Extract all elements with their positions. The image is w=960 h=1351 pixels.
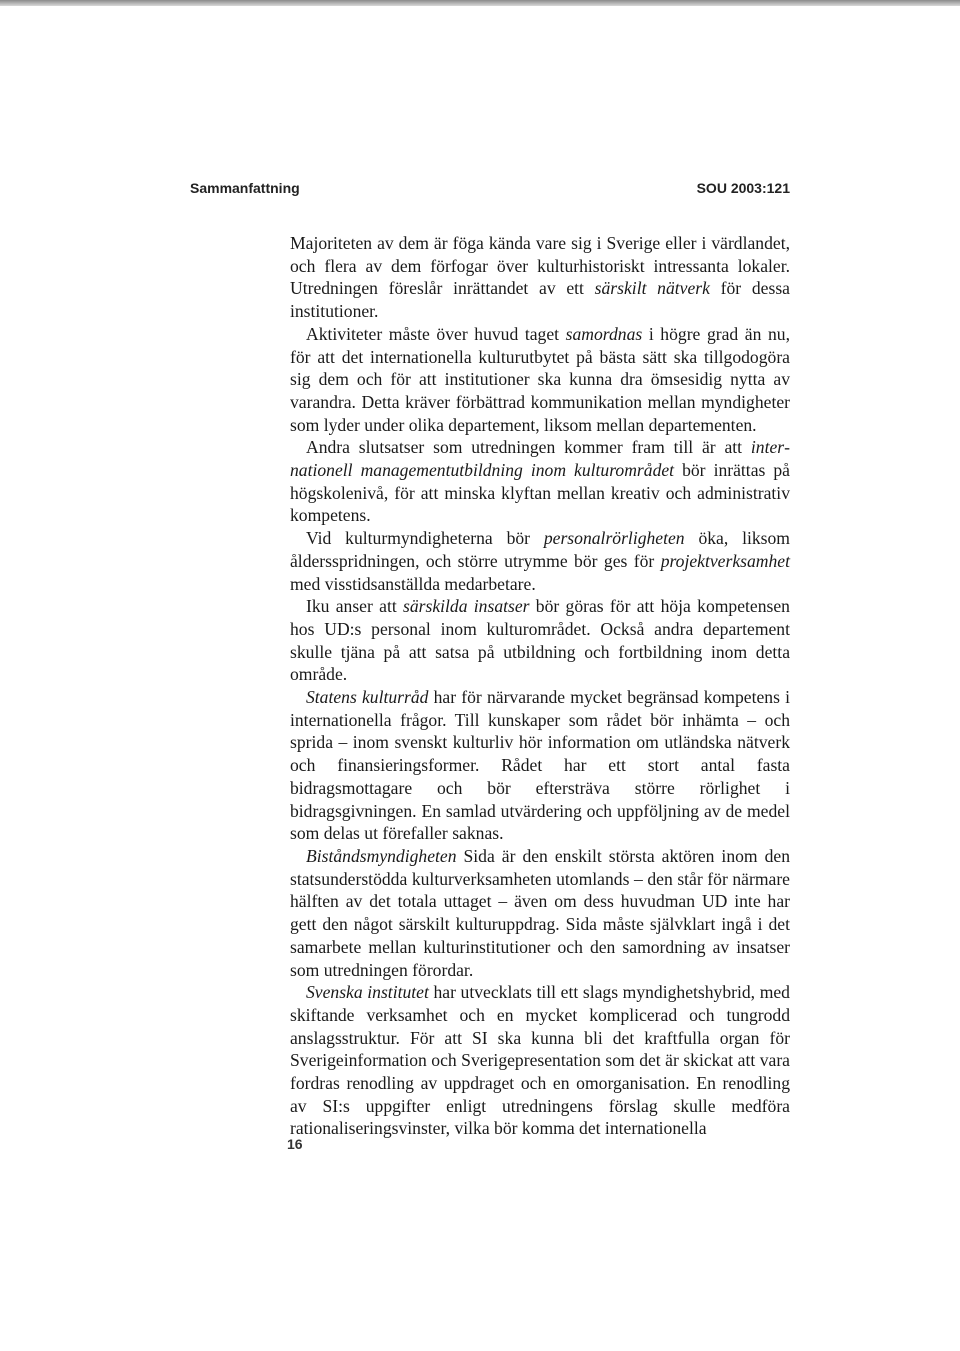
text-run: bör inrättas på högskolenivå, för att minska klyftan mellan kreativ och administrativ kompetens. [290,460,790,526]
emphasized-term: projektverksamhet [660,550,790,571]
section-title: Sammanfattning [190,180,300,196]
emphasized-term: särskilda insatser [403,596,530,617]
scan-top-edge [0,0,960,6]
running-header [190,180,790,202]
paragraph [290,323,790,437]
paragraph [290,595,790,686]
body-text [290,232,790,1140]
paragraph [290,845,790,981]
emphasized-term: internationell managementutbildning inom kulturområdet [290,437,790,481]
text-run: Sida är den enskilt största aktören inom den statsunderstödda kulturverksamheten utomlands – den står för närmare hälften av det totala uttaget – även om dess huvudman UD inte har gett den något särskilt kulturuppdrag. Sida måste självklart ingå i det samarbete mellan kulturinstitutioner och den samordning av insatser som utredningen förordar. [290,845,790,980]
emphasized-term: samordnas [565,323,643,344]
text-run: har utvecklats till ett slags myndighetshybrid, med skiftande verksamhet och en mycket komplicerad och tungrodd anslagsstruktur. För att SI ska kunna bli det kraftfulla organ för Sverigeinformation och Sverigepresentation som det är skickat att vara fordras renodling av uppdraget och en omorganisation. En renodling av SI:s uppgifter enligt utredningens förslag skulle medföra rationaliseringsvinster, vilka bör komma det internationella [290,982,790,1139]
emphasized-term: personalrörligheten [543,528,685,549]
text-run: Andra slutsatser som utredningen kommer fram till är att [306,437,751,458]
text-run: Majoriteten av dem är föga kända vare sig i Sverige eller i värdlandet, och flera av dem förfogar över kulturhistoriskt intressanta lokaler. Utredningen föreslår inrättandet av ett [290,233,790,299]
text-run: i högre grad än nu, för att det internationella kulturutbytet på bästa sätt ska tillgodogöra sig dem och för att institutioner ska kunna dra ömsesidig nytta av varandra. Detta kräver förbättrad kommunikation mellan myndigheter som lyder under olika departement, liksom mellan departementen. [290,323,790,435]
page-number: 16 [287,1136,303,1152]
document-reference: SOU 2003:121 [696,180,790,196]
paragraph [290,527,790,595]
text-run: har för närvarande mycket begränsad kompetens i internationella frågor. Till kunskaper som rådet bör inhämta – och sprida – inom svenskt kulturliv hör information om utländska nätverk och finansieringsformer. Rådet har ett stort antal fasta bidragsmottagare och bör eftersträva större rörlighet i bidragsgivningen. En samlad utvärdering och uppföljning av de medel som delas ut förefaller saknas. [290,687,790,844]
text-run: Vid kulturmyndigheterna bör [306,528,544,549]
text-run: Aktiviteter måste över huvud taget [306,323,566,344]
paragraph [290,436,790,527]
emphasized-term: särskilt nätverk [594,278,710,299]
text-run: för dessa institutioner. [290,278,790,322]
text-run: Iku anser att [306,596,403,617]
emphasized-term: Biståndsmyndigheten [306,845,457,866]
paragraph [290,232,790,323]
paragraph [290,981,790,1140]
text-run: öka, liksom åldersspridningen, och större utrymme bör ges för [290,528,790,571]
text-run: med visstidsanställda medarbetare. [290,573,536,594]
emphasized-term: Statens kulturråd [306,687,429,708]
emphasized-term: Svenska institutet [306,982,429,1003]
text-run: bör göras för att höja kompetensen hos UD:s personal inom kulturområdet. Också andra departement skulle tjäna på att satsa på utbildning och fortbildning inom detta område. [290,596,790,685]
paragraph [290,686,790,845]
